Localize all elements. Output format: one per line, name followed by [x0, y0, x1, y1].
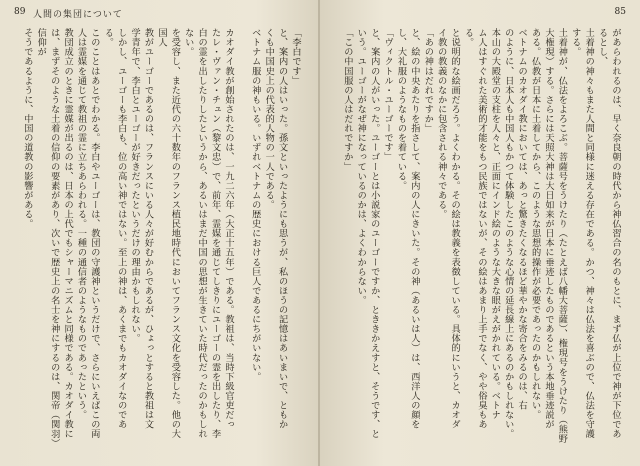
- right-page: [320, 0, 640, 466]
- text-line: くも中国史上の代表的人物の一人である。: [263, 28, 275, 210]
- text-line: 教団成立のときに霊媒が出るのは、日本の上代でもシャーマニズムと同様である。カオダイ教に: [62, 28, 74, 439]
- text-line: このことはあとでわかる。李白やユーゴーは、教団の守護神というだけで、さらにいえばこの両: [88, 28, 100, 439]
- page-number-left: 89: [14, 7, 26, 17]
- text-line: 「李白です」: [290, 28, 301, 86]
- text-line: と、絵の中央あたりを指さして、案内の人にきいた。その神（あるいは人）は、西洋人の顔を: [408, 28, 420, 430]
- text-line: 大権現）する。さらには天照大神は大日如来が日本に垂迹したものであるという本地垂迹説が: [542, 28, 554, 430]
- text-line: ム人はすぐれた美術的才能をもつ民族ではないが、その絵はあまり上手でなく、やや俗臭もある。: [462, 28, 487, 430]
- right-body-text: [330, 28, 622, 448]
- text-line: イ教の教義のなかに包含される神々である。: [435, 28, 447, 219]
- left-body-text: [22, 28, 302, 448]
- text-line: のように、日本人も中国人もかつて体験したこのような心情の延長線上にあるのかもしれない。: [502, 28, 514, 439]
- text-line: と说明的な絵画だろう。よくわかる。その絵は教義を表徴している。具体的にいうと、カオダ: [449, 28, 461, 430]
- text-line: 「この中国服の人はだれですか」: [341, 28, 353, 172]
- text-line: しかし、ユーゴーも李白も、位の高い神ではない。至上の神は、あくまでもカオダイなのである。: [102, 28, 127, 430]
- text-line: 教がユーゴーであるのは、フランスにいる人々が好むからであるが、ひょっとすると教祖は文: [142, 28, 154, 430]
- text-line: ベトナム服の神もいる。いずれベトナムの歴史における巨人であるにちがいない。: [249, 28, 261, 382]
- text-line: と、案内の人がいった。ユーゴーとは小説家のユーゴーですか、とききかえすと、そうです、と: [368, 28, 380, 439]
- text-line: 「あの神はだれですか」: [422, 28, 434, 134]
- text-line: 本山の大殿堂の支柱を人々と、正面にインド絵のような大きな眼がえがかれている。ベトナ: [489, 28, 501, 420]
- page-number-right: 85: [614, 7, 626, 17]
- text-line: と、案内の人はいった。孫文といったようにも思うが、私のほうの記憶はあいまいで、ともか: [276, 28, 288, 430]
- text-line: 土着神の神々もまた人間と同様に迷える存在である。かつ、神々は仏法を喜ぶので、仏法を守護する。: [569, 28, 595, 439]
- text-line: カオダイ教が創始されたのは、一九二六年（大正十五年）である。教祖は、当時下級官吏だっ: [222, 28, 234, 430]
- text-line: ベトナムのカオダイ教においては、あっと驚きたくなるほど華やかな寄合をみるのは、右: [516, 28, 528, 410]
- text-line: を受容し、また近代の六十数年のフランス植民地時代においてフランス文化を受容した。他の大国人: [155, 28, 181, 439]
- text-line: 「ヴィクトル・ユーゴーです」: [382, 28, 394, 162]
- text-line: 土着神が、仏法をよろこぶ。菩薩号をうけたり（たとえば八幡大菩薩）、権現号をうけたり（熊野: [556, 28, 568, 444]
- text-line: があらわれるのは、早く奈良朝の時代から神仏習合の名のもとに、まず仏が上位で神が下位であるとし、: [596, 28, 621, 439]
- text-line: たレ・ヴァン・チュン（黎文忠）で、前年、霊媒を通じてしきりにユーゴーの霊を出したり、李: [209, 28, 221, 439]
- text-line: そうであるように、中国の道教の影響がある。: [22, 28, 33, 229]
- text-line: 白の霊を出したりしたというから、あるいはまだ中国の思想が生きていた時代だったのかもしれない。: [182, 28, 208, 439]
- text-line: は、まずそのような土着の信仰の要素があり、次いで歴史上の名士を神にするのは、関帝（関羽）信仰が: [35, 28, 60, 444]
- running-head: 人間の集団について: [33, 10, 123, 20]
- text-line: し、大礼服のようなものを着ている。: [395, 28, 407, 191]
- text-line: いう。ユーゴーがなぜ神になっているのかは、よくわからない。: [355, 28, 367, 305]
- text-line: 人は霊媒を通じて教祖の霊に立ちあらわれる。一種の通信者のようなものであったという。: [75, 28, 87, 420]
- text-line: 学青年で、李白とユーゴーが好きだったというだけの理由かもしれない。: [129, 28, 141, 344]
- text-line: ある。仏教が日本に土着してから、このような思想的操作が必要であったのかもしれない。: [529, 28, 541, 420]
